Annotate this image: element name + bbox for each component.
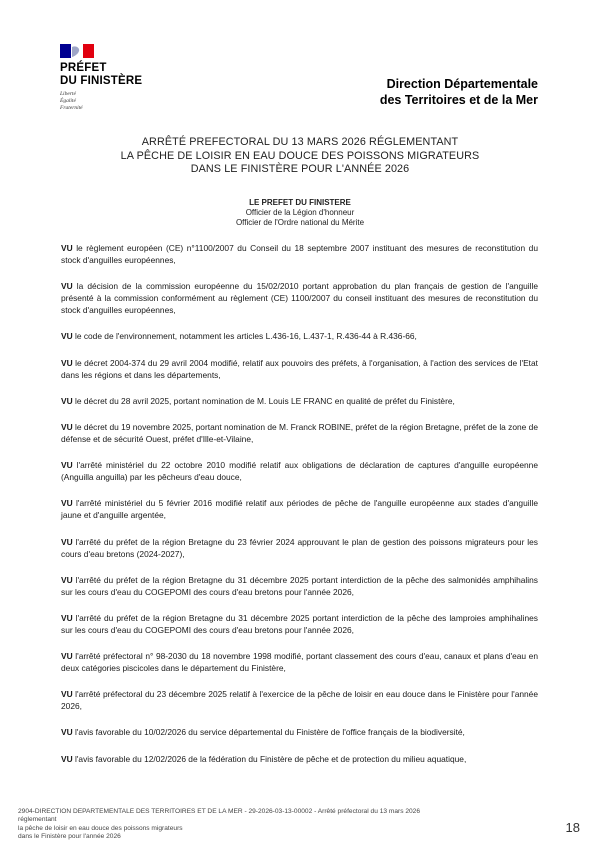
visa-keyword: VU	[61, 357, 73, 368]
visa-text: le décret du 19 novembre 2025, portant nomination de M. Franck ROBINE, préfet de la région Bretagne, préfet de la zone de défense et de sécurité Ouest, préfet d'Ille-et-Vilaine,	[61, 421, 538, 444]
visa-text: l'arrêté du préfet de la région Bretagne du 31 décembre 2025 portant interdiction de la pêche des salmonidés amphihalins sur les cours d'eau du COGEPOMI des cours d'eau bretons pour l'année 2026,	[61, 574, 538, 597]
title-line-2: LA PÊCHE DE LOISIR EN EAU DOUCE DES POISSONS MIGRATEURS	[120, 149, 480, 162]
visa-paragraph	[61, 280, 538, 316]
visa-text: l'arrêté ministériel du 22 octobre 2010 modifié relatif aux obligations de déclaration de captures d'anguille européenne (Anguilla anguilla) par les pêcheurs d'eau douce,	[61, 460, 538, 483]
visa-keyword: VU	[61, 395, 73, 406]
page-number: 18	[565, 820, 580, 835]
visa-paragraph	[61, 357, 538, 381]
prefet-intro-line-1: Officier de la Légion d'honneur	[245, 208, 355, 217]
visa-keyword: VU	[61, 727, 73, 738]
visa-keyword: VU	[61, 612, 73, 623]
visa-text: l'arrêté préfectoral n° 98-2030 du 18 novembre 1998 modifié, portant classement des cours d'eau, canaux et plans d'eau en deux catégories piscicoles dans le département du Finistère,	[61, 651, 538, 674]
direction-heading	[380, 76, 538, 108]
visa-text: l'avis favorable du 10/02/2026 du service départemental du Finistère de l'office français de la biodiversité,	[72, 727, 465, 738]
visa-text: le règlement européen (CE) n°1100/2007 du Conseil du 18 septembre 2007 instituant des mesures de reconstitution du stock d'anguilles européennes,	[61, 243, 538, 265]
visa-keyword: VU	[61, 460, 73, 471]
visa-paragraph	[61, 242, 538, 266]
visa-paragraph	[61, 650, 538, 674]
motto-egalite: Égalité	[60, 98, 76, 104]
visa-text: la décision de la commission européenne du 15/02/2010 portant approbation du plan français de gestion de l'anguille présenté à la commission conformément au règlement (CE) 1100/2007 du conseil instituant des mesures de reconstitution du stock d'anguilles européennes,	[61, 281, 538, 316]
visa-text: le décret 2004-374 du 29 avril 2004 modifié, relatif aux pouvoirs des préfets, à l'organisation, à l'action des services de l'Etat dans les régions et dans les départements,	[61, 357, 538, 380]
visa-list	[61, 242, 538, 779]
visa-keyword: VU	[61, 331, 73, 342]
title-line-3: DANS LE FINISTÈRE POUR L'ANNÉE 2026	[190, 163, 410, 175]
footer-line-1: 2904-DIRECTION DEPARTEMENTALE DES TERRITOIRES ET DE LA MER - 29-2026-03-13-00002 - Arrêté préfectoral du 13 mars 2026	[18, 808, 421, 815]
motto-fraternite: Fraternité	[60, 105, 83, 111]
visa-keyword: VU	[61, 281, 73, 292]
visa-paragraph	[61, 753, 538, 765]
marianne-blue-band	[60, 44, 71, 58]
visa-paragraph	[61, 612, 538, 636]
visa-paragraph	[61, 395, 538, 407]
visa-keyword: VU	[61, 536, 73, 547]
direction-line-1: Direction Départementale	[386, 77, 538, 91]
title-line-1: ARRÊTÉ PREFECTORAL DU 13 MARS 2026 RÉGLEMENTANT	[141, 136, 459, 148]
document-title	[60, 136, 540, 177]
visa-text: le décret du 28 avril 2025, portant nomination de M. Louis LE FRANC en qualité de préfet du Finistère,	[72, 395, 455, 406]
prefet-line-1: PRÉFET	[60, 62, 107, 74]
prefet-line-2: DU FINISTÈRE	[60, 75, 143, 87]
visa-paragraph	[61, 688, 538, 712]
visa-paragraph	[61, 574, 538, 598]
prefet-logo-block	[60, 62, 190, 112]
visa-keyword: VU	[61, 651, 73, 662]
visa-paragraph	[61, 726, 538, 738]
footer-line-3: la pêche de loisir en eau douce des poissons migrateurs	[18, 824, 183, 832]
visa-keyword: VU	[61, 421, 73, 432]
visa-keyword: VU	[61, 753, 73, 764]
visa-text: l'arrêté du préfet de la région Bretagne du 31 décembre 2025 portant interdiction de la pêche des lamproies amphihalines sur les cours d'eau du COGEPOMI des cours d'eau bretons pour l'année 2026,	[61, 612, 538, 635]
page-footer	[18, 808, 538, 841]
visa-keyword: VU	[61, 498, 73, 509]
visa-keyword: VU	[61, 243, 73, 253]
visa-paragraph	[61, 421, 538, 445]
marianne-logo	[60, 44, 94, 58]
prefet-intro-heading: LE PREFET DU FINISTERE	[249, 198, 351, 207]
footer-line-2: réglementant	[18, 816, 57, 824]
direction-line-2: des Territoires et de la Mer	[379, 93, 538, 107]
visa-paragraph	[61, 330, 538, 342]
visa-paragraph	[61, 459, 538, 483]
visa-text: l'arrêté ministériel du 5 février 2016 modifié relatif aux périodes de pêche de l'anguille européenne aux stades d'anguille jaune et d'anguille argentée,	[61, 498, 538, 521]
visa-text: l'arrêté préfectoral du 23 décembre 2025 relatif à l'exercice de la pêche de loisir en eau douce dans le Finistère pour l'année 2026,	[61, 689, 538, 712]
visa-paragraph	[61, 497, 538, 521]
republic-motto	[60, 91, 190, 112]
visa-keyword: VU	[61, 574, 73, 585]
motto-liberte: Liberté	[60, 91, 76, 97]
visa-keyword: VU	[61, 689, 73, 700]
visa-text: le code de l'environnement, notamment les articles L.436-16, L.437-1, R.436-44 à R.436-66,	[72, 331, 417, 342]
prefet-intro-line-2: Officier de l'Ordre national du Mérite	[235, 218, 365, 227]
visa-text: l'arrêté du préfet de la région Bretagne du 23 février 2024 approuvant le plan de gestion des poissons migrateurs pour les cours d'eau bretons (2024-2027),	[61, 536, 538, 559]
visa-paragraph	[61, 536, 538, 560]
footer-line-4: dans le Finistère pour l'année 2026	[18, 832, 121, 840]
visa-text: l'avis favorable du 12/02/2026 de la fédération du Finistère de pêche et de protection du milieu aquatique,	[72, 753, 467, 764]
prefet-intro	[60, 198, 540, 228]
marianne-red-band	[83, 44, 94, 58]
